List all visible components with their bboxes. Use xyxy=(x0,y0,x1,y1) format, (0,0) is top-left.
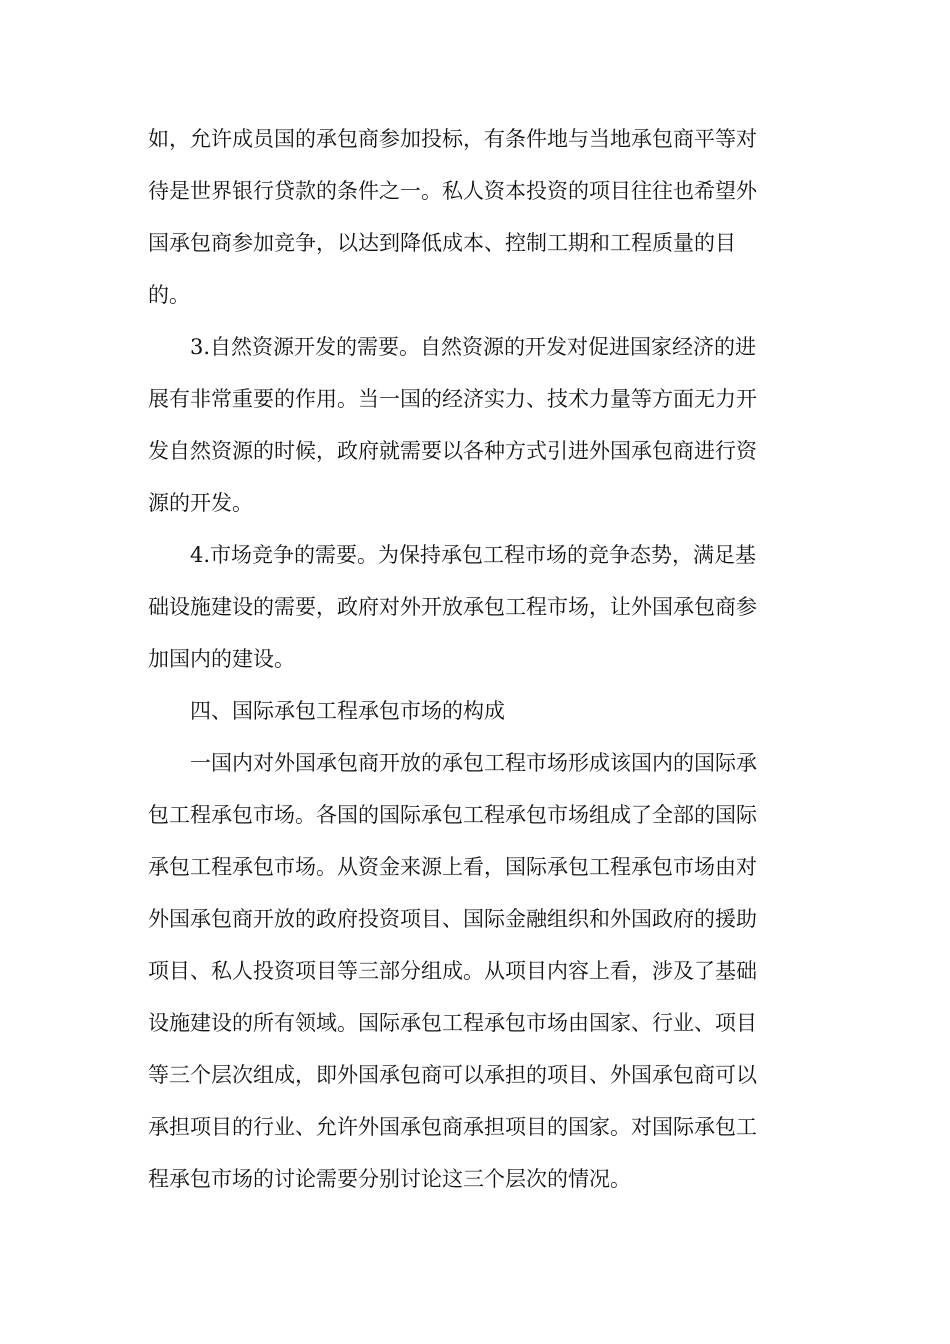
document-body xyxy=(148,113,798,1205)
text-line: 一国内对外国承包商开放的承包工程市场形成该国内的国际承 xyxy=(190,751,757,775)
text-line: 设施建设的所有领域。国际承包工程承包市场由国家、行业、项目 xyxy=(148,1011,757,1035)
text-line: 程承包市场的讨论需要分别讨论这三个层次的情况。 xyxy=(148,1167,631,1191)
text-line: 等三个层次组成，即外国承包商可以承担的项目、外国承包商可以 xyxy=(148,1063,757,1087)
text-line: 发自然资源的时候，政府就需要以各种方式引进外国承包商进行资 xyxy=(148,439,757,463)
text-line: 承包工程承包市场。从资金来源上看，国际承包工程承包市场由对 xyxy=(148,855,757,879)
text-line: 项目、私人投资项目等三部分组成。从项目内容上看，涉及了基础 xyxy=(148,959,757,983)
text-line: 如，允许成员国的承包商参加投标，有条件地与当地承包商平等对 xyxy=(148,127,757,151)
section-heading: 四、国际承包工程承包市场的构成 xyxy=(190,699,505,723)
text-line: 包工程承包市场。各国的国际承包工程承包市场组成了全部的国际 xyxy=(148,803,757,827)
text-line: 础设施建设的需要，政府对外开放承包工程市场，让外国承包商参 xyxy=(148,595,757,619)
text-line: 待是世界银行贷款的条件之一。私人资本投资的项目往往也希望外 xyxy=(148,179,757,203)
text-line: 3.自然资源开发的需要。自然资源的开发对促进国家经济的进 xyxy=(190,335,757,359)
text-line: 4.市场竞争的需要。为保持承包工程市场的竞争态势，满足基 xyxy=(190,543,757,567)
text-line: 承担项目的行业、允许外国承包商承担项目的国家。对国际承包工 xyxy=(148,1115,757,1139)
text-line: 国承包商参加竞争，以达到降低成本、控制工期和工程质量的目 xyxy=(148,231,736,255)
text-line: 源的开发。 xyxy=(148,491,253,515)
text-line: 展有非常重要的作用。当一国的经济实力、技术力量等方面无力开 xyxy=(148,387,757,411)
text-line: 外国承包商开放的政府投资项目、国际金融组织和外国政府的援助 xyxy=(148,907,757,931)
text-line: 加国内的建设。 xyxy=(148,647,295,671)
text-line: 的。 xyxy=(148,283,190,307)
